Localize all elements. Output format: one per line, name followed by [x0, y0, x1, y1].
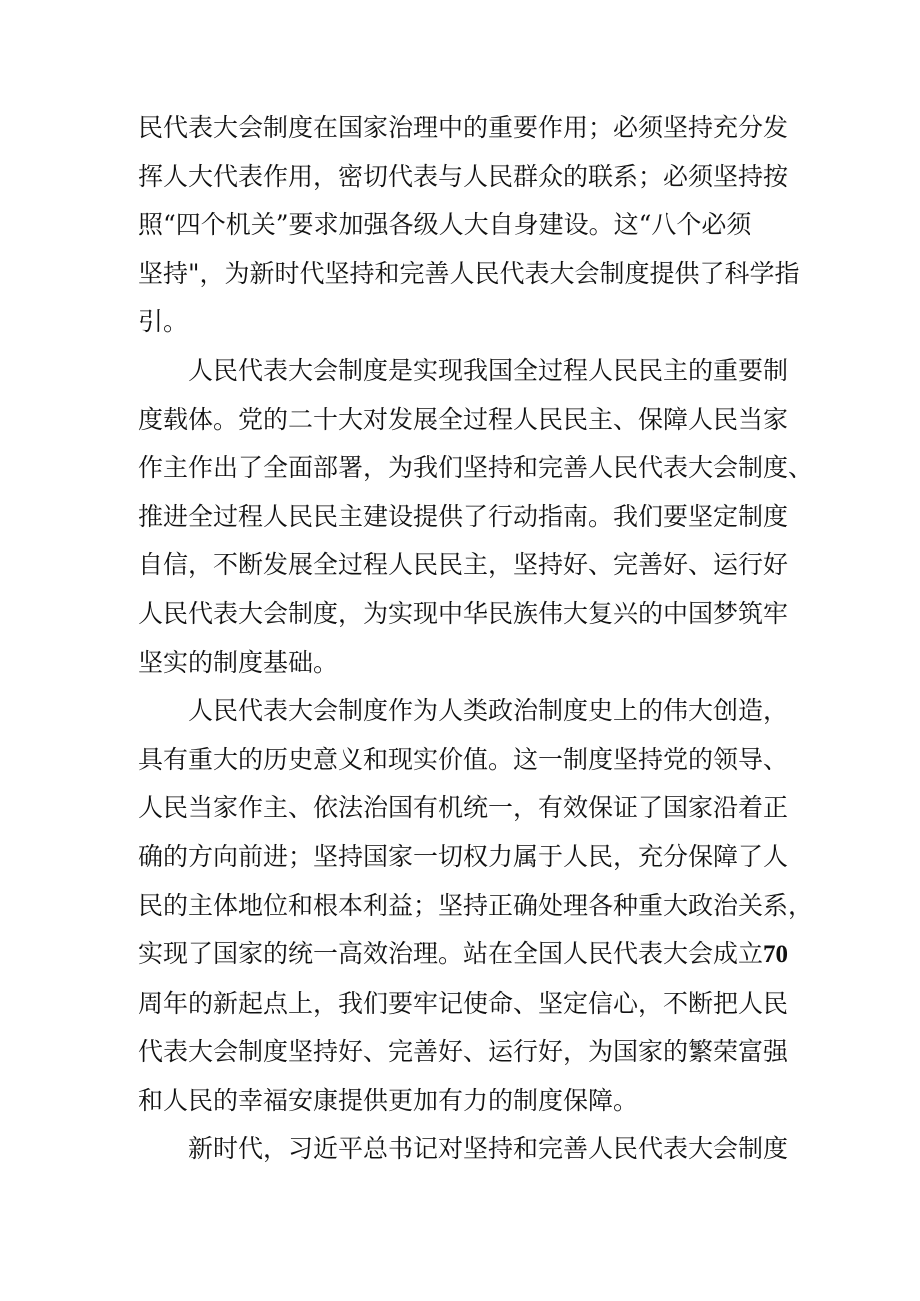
paragraph-line: 作主作出了全面部署，为我们坚持和完善人民代表大会制度、: [138, 453, 814, 483]
paragraph-3: [138, 687, 814, 1125]
paragraph-line: 确的方向前进；坚持国家一切权力属于人民，充分保障了人: [138, 841, 789, 871]
paragraph-line: 坚实的制度基础。: [138, 647, 339, 677]
paragraph-line: 人民代表大会制度是实现我国全过程人民民主的重要制: [188, 355, 789, 385]
paragraph-line: 人民代表大会制度作为人类政治制度史上的伟大创造，: [188, 696, 789, 726]
paragraph-line: 挥人大代表作用，密切代表与人民群众的联系；必须坚持按: [138, 161, 789, 191]
paragraph-line: 民的主体地位和根本利益；坚持正确处理各种重大政治关系，: [138, 890, 814, 920]
paragraph-line-text: 实现了国家的统一高效治理。站在全国人民代表大会成立: [138, 939, 764, 969]
paragraph-line: 度载体。党的二十大对发展全过程人民民主、保障人民当家: [138, 404, 789, 434]
paragraph-line: 周年的新起点上，我们要牢记使命、坚定信心，不断把人民: [138, 988, 789, 1018]
paragraph-line: 自信，不断发展全过程人民民主，坚持好、完善好、运行好: [138, 550, 789, 580]
paragraph-line: 人民代表大会制度，为实现中华民族伟大复兴的中国梦筑牢: [138, 598, 789, 628]
body-text: [138, 104, 814, 1174]
paragraph-line: 代表大会制度坚持好、完善好、运行好，为国家的繁荣富强: [138, 1037, 789, 1067]
paragraph-line: 坚持"，为新时代坚持和完善人民代表大会制度提供了科学指: [138, 258, 800, 288]
paragraph-line: 民代表大会制度在国家治理中的重要作用；必须坚持充分发: [138, 113, 789, 142]
paragraph-line: 新时代，习近平总书记对坚持和完善人民代表大会制度: [188, 1134, 789, 1164]
paragraph-line: 人民当家作主、依法治国有机统一，有效保证了国家沿着正: [138, 793, 789, 823]
paragraph-line: 具有重大的历史意义和现实价值。这一制度坚持党的领导、: [138, 744, 789, 774]
paragraph-line: 推进全过程人民民主建设提供了行动指南。我们要坚定制度: [138, 501, 789, 531]
paragraph-line-with-number: [138, 930, 798, 980]
paragraph-1: [138, 104, 798, 347]
paragraph-2: [138, 347, 814, 687]
paragraph-line: 照“四个机关”要求加强各级人大自身建设。这“八个必须: [138, 210, 752, 240]
paragraph-4: [138, 1125, 798, 1174]
anniversary-number: 70: [763, 941, 789, 969]
paragraph-line: 和人民的幸福安康提供更加有力的制度保障。: [138, 1085, 639, 1115]
paragraph-line: 引。: [138, 307, 189, 337]
